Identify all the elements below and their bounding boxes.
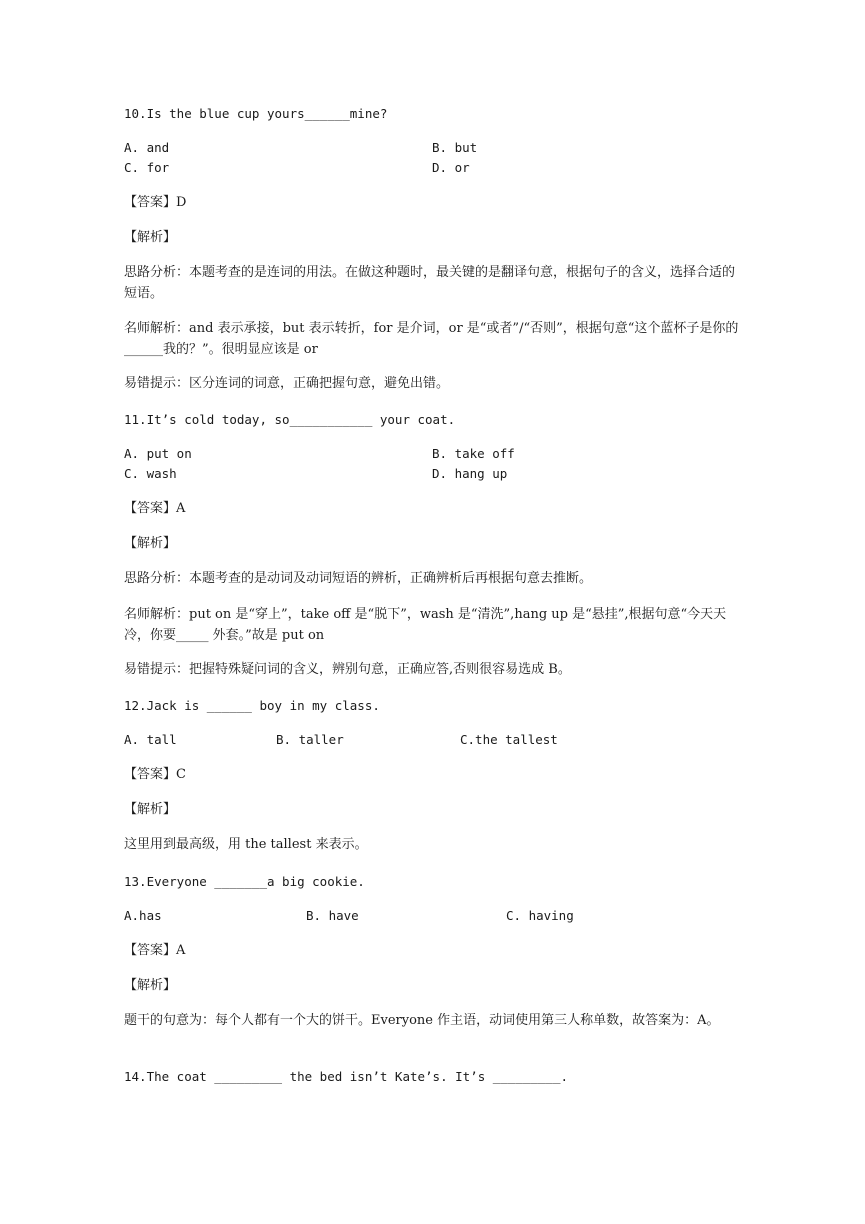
q12-option-c: C.the tallest bbox=[460, 732, 558, 747]
q11-option-b: B. take off bbox=[432, 446, 515, 461]
q11-error-tip: 易错提示：把握特殊疑问词的含义，辨别句意，正确应答,否则很容易选成 B。 bbox=[124, 662, 571, 677]
q12-option-a: A. tall bbox=[124, 732, 177, 747]
question-11-stem: 11.It’s cold today, so___________ your coat. bbox=[124, 412, 456, 427]
q10-analysis-heading: 【解析】 bbox=[124, 230, 177, 245]
q11-analysis-heading: 【解析】 bbox=[124, 536, 177, 551]
q13-option-b: B. have bbox=[306, 908, 359, 923]
q10-idea-analysis: 思路分析：本题考查的是连词的用法。在做这种题时，最关键的是翻译句意，根据句子的含义，选择合适的短语。 bbox=[124, 265, 736, 301]
q11-option-c: C. wash bbox=[124, 466, 177, 481]
q10-option-b: B. but bbox=[432, 140, 478, 155]
q12-option-b: B. taller bbox=[276, 732, 344, 747]
q11-option-d: D. hang up bbox=[432, 466, 508, 481]
q11-teacher-analysis: 名师解析：put on 是“穿上”，take off 是“脱下”，wash 是“清洗”,hang up 是“悬挂”,根据句意“今天天冷，你要_____ 外套。”故是 put on bbox=[124, 607, 727, 643]
question-13-stem: 13.Everyone _______a big cookie. bbox=[124, 874, 365, 889]
q10-option-a: A. and bbox=[124, 140, 170, 155]
question-10-stem: 10.Is the blue cup yours______mine? bbox=[124, 106, 388, 121]
q13-option-a: A.has bbox=[124, 908, 162, 923]
q10-option-d: D. or bbox=[432, 160, 470, 175]
q10-option-c: C. for bbox=[124, 160, 170, 175]
q12-explanation: 这里用到最高级，用 the tallest 来表示。 bbox=[124, 837, 368, 852]
question-12-stem: 12.Jack is ______ boy in my class. bbox=[124, 698, 380, 713]
q12-analysis-heading: 【解析】 bbox=[124, 802, 177, 817]
q10-teacher-analysis: 名师解析：and 表示承接，but 表示转折，for 是介词，or 是“或者”/“否则”，根据句意“这个蓝杯子是你的______我的？”。很明显应该是 or bbox=[124, 321, 739, 357]
q11-option-a: A. put on bbox=[124, 446, 192, 461]
q13-analysis-heading: 【解析】 bbox=[124, 978, 177, 993]
q10-answer: 【答案】D bbox=[124, 195, 187, 210]
q10-error-tip: 易错提示：区分连词的词意，正确把握句意，避免出错。 bbox=[124, 376, 450, 391]
q13-explanation: 题干的句意为：每个人都有一个大的饼干。Everyone 作主语，动词使用第三人称单数，故答案为：A。 bbox=[124, 1013, 720, 1028]
q11-answer: 【答案】A bbox=[124, 501, 186, 516]
q12-answer: 【答案】C bbox=[124, 767, 186, 782]
q13-option-c: C. having bbox=[506, 908, 574, 923]
q11-idea-analysis: 思路分析：本题考查的是动词及动词短语的辨析，正确辨析后再根据句意去推断。 bbox=[124, 571, 593, 586]
question-14-stem: 14.The coat _________ the bed isn’t Kate’s. It’s _________. bbox=[124, 1069, 569, 1084]
q13-answer: 【答案】A bbox=[124, 943, 186, 958]
